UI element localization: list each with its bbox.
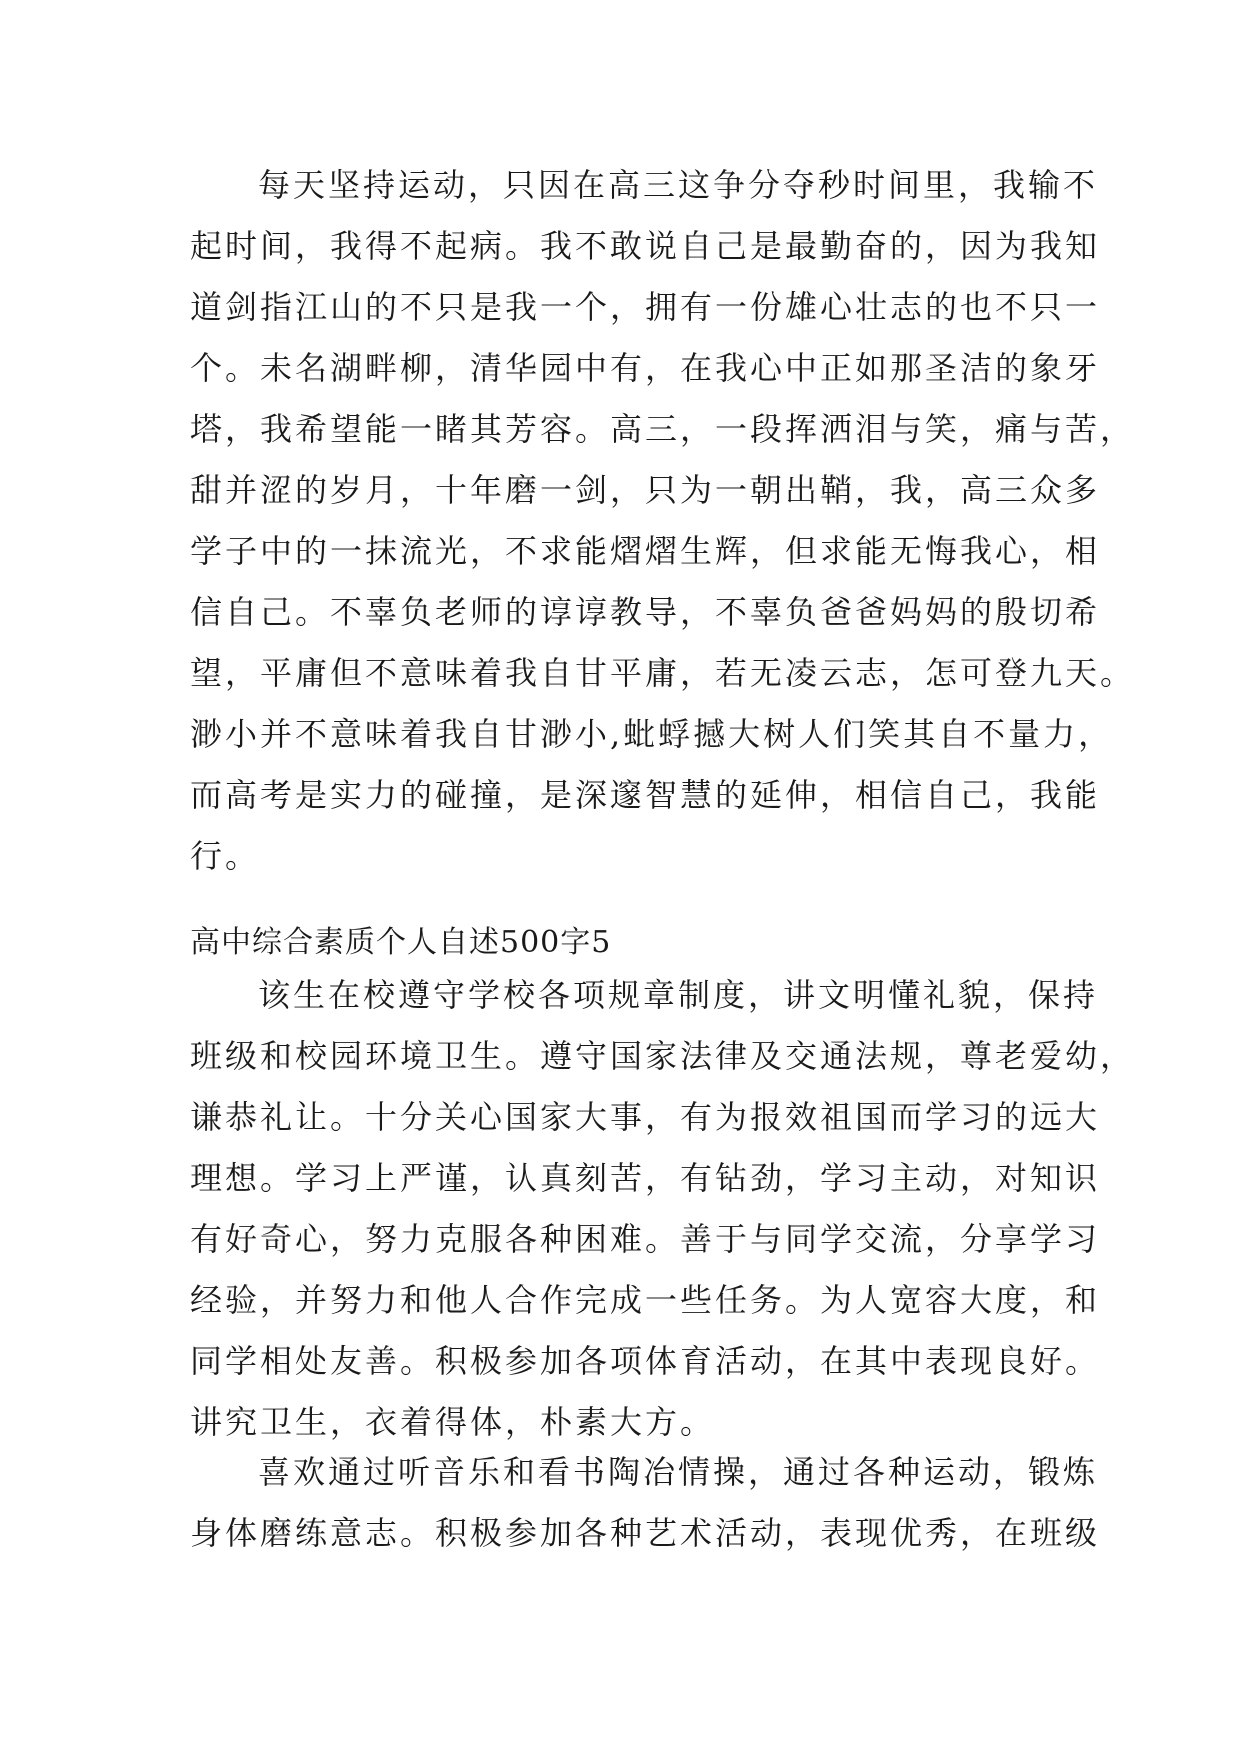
section-heading-block [190, 918, 1056, 968]
paragraph-line: 喜欢通过听音乐和看书陶冶情操，通过各种运动，锻炼 [258, 1453, 1099, 1491]
paragraph-line: 讲究卫生，衣着得体，朴素大方。 [190, 1403, 716, 1441]
paragraph-line: 身体磨练意志。积极参加各种艺术活动，表现优秀，在班级 [190, 1514, 1101, 1552]
paragraph-line: 行。 [190, 837, 261, 875]
paragraph-line: 该生在校遵守学校各项规章制度，讲文明懂礼貌，保持 [258, 976, 1099, 1014]
paragraph-3 [190, 1442, 1101, 1564]
paragraph-1 [190, 155, 1136, 887]
paragraph-line: 个。未名湖畔柳，清华园中有，在我心中正如那圣洁的象牙 [190, 349, 1101, 387]
paragraph-line: 信自己。不辜负老师的谆谆教导，不辜负爸爸妈妈的殷切希 [190, 593, 1101, 631]
paragraph-line: 谦恭礼让。十分关心国家大事，有为报效祖国而学习的远大 [190, 1098, 1101, 1136]
paragraph-line: 道剑指江山的不只是我一个，拥有一份雄心壮志的也不只一 [190, 288, 1101, 326]
paragraph-line: 班级和校园环境卫生。遵守国家法律及交通法规，尊老爱幼， [190, 1037, 1136, 1075]
paragraph-line: 起时间，我得不起病。我不敢说自己是最勤奋的，因为我知 [190, 227, 1101, 265]
section-heading: 高中综合素质个人自述500字5 [190, 925, 612, 960]
paragraph-2 [190, 965, 1136, 1453]
paragraph-line: 塔，我希望能一睹其芳容。高三，一段挥洒泪与笑，痛与苦， [190, 410, 1136, 448]
paragraph-line: 经验，并努力和他人合作完成一些任务。为人宽容大度，和 [190, 1281, 1101, 1319]
paragraph-line: 渺小并不意味着我自甘渺小,蚍蜉撼大树人们笑其自不量力， [190, 715, 1114, 753]
paragraph-line: 理想。学习上严谨，认真刻苦，有钻劲，学习主动，对知识 [190, 1159, 1101, 1197]
paragraph-line: 有好奇心，努力克服各种困难。善于与同学交流，分享学习 [190, 1220, 1101, 1258]
paragraph-line: 甜并涩的岁月，十年磨一剑，只为一朝出鞘，我，高三众多 [190, 471, 1101, 509]
paragraph-line: 而高考是实力的碰撞，是深邃智慧的延伸，相信自己，我能 [190, 776, 1101, 814]
paragraph-line: 每天坚持运动，只因在高三这争分夺秒时间里，我输不 [258, 166, 1099, 204]
paragraph-line: 同学相处友善。积极参加各项体育活动，在其中表现良好。 [190, 1342, 1101, 1380]
paragraph-line: 望，平庸但不意味着我自甘平庸，若无凌云志，怎可登九天。 [190, 654, 1136, 692]
paragraph-line: 学子中的一抹流光，不求能熠熠生辉，但求能无悔我心，相 [190, 532, 1101, 570]
